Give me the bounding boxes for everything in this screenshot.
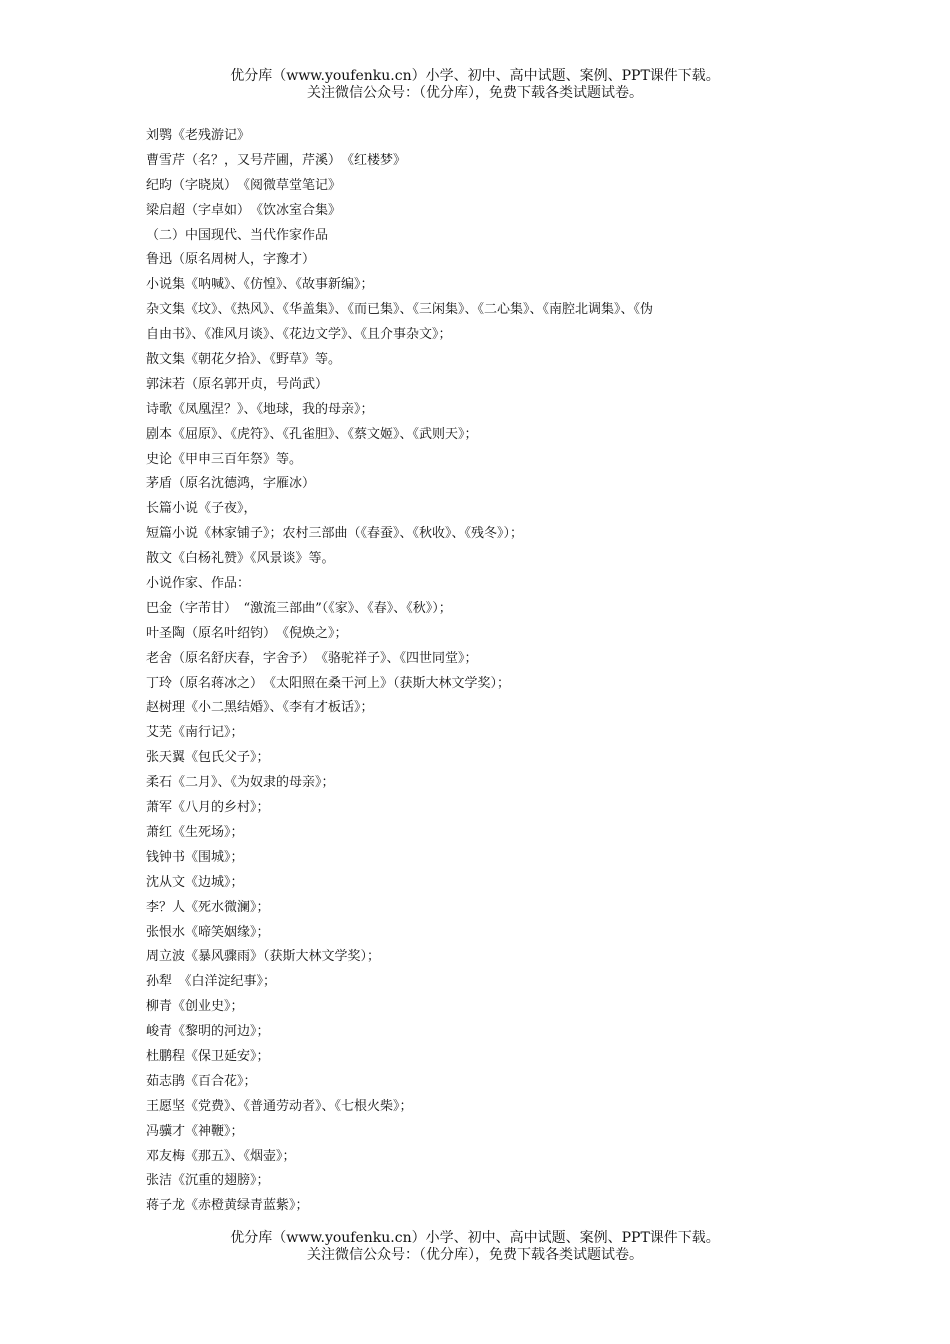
text-line: 钱钟书《围城》； bbox=[146, 849, 244, 865]
text-line: 萧红《生死场》； bbox=[146, 824, 244, 840]
header-line-2: 关注微信公众号：（优分库），免费下载各类试题试卷。 bbox=[307, 85, 643, 101]
text-line: 小说集《呐喊》、《仿惶》、《故事新编》； bbox=[146, 277, 374, 293]
text-line: 自由书》、《准风月谈》、《花边文学》、《且介事杂文》； bbox=[146, 327, 452, 343]
text-line: 刘鹗《老残游记》 bbox=[146, 128, 251, 143]
text-line: 诗歌《凤凰涅？》、《地球，我的母亲》； bbox=[146, 401, 374, 417]
text-line: 张恨水《啼笑姻缘》； bbox=[146, 924, 270, 940]
page-footer bbox=[0, 1230, 950, 1264]
text-line: 巴金（字芾甘） “激流三部曲”（《家》、《春》、《秋》）； bbox=[146, 600, 452, 616]
text-line: 杂文集《坟》、《热风》、《华盖集》、《而已集》、《三闲集》、《二心集》、《南腔北调集》、《伪 bbox=[146, 302, 654, 318]
text-line: 邓友梅《那五》、《烟壶》； bbox=[146, 1148, 296, 1164]
text-line: 周立波《暴风骤雨》（获斯大林文学奖）； bbox=[146, 949, 381, 965]
text-line: 张天翼《包氏父子》； bbox=[146, 750, 270, 766]
text-line: 短篇小说《林家铺子》；农村三部曲（《春蚕》、《秋收》、《残冬》）； bbox=[146, 526, 524, 542]
text-line: 散文集《朝花夕拾》、《野草》等。 bbox=[146, 352, 342, 368]
document-body bbox=[146, 124, 816, 1219]
footer-line-1: 优分库（www.youfenku.cn）小学、初中、高中试题、案例、PPT课件下载。 bbox=[230, 1230, 720, 1246]
text-line: 蒋子龙《赤橙黄绿青蓝紫》； bbox=[146, 1198, 309, 1214]
text-line: 梁启超（字卓如） 《饮冰室合集》 bbox=[146, 202, 342, 218]
text-line: 叶圣陶（原名叶绍钧） 《倪焕之》； bbox=[146, 625, 348, 641]
text-line: 剧本《屈原》、《虎符》、《孔雀胆》、《蔡文姬》、《武则天》； bbox=[146, 426, 478, 442]
text-line: 李？人《死水微澜》； bbox=[146, 899, 270, 915]
text-line: 散文《白杨礼赞》《风景谈》等。 bbox=[146, 551, 335, 567]
text-line: 萧军《八月的乡村》； bbox=[146, 800, 270, 816]
text-line: 冯骥才《神鞭》； bbox=[146, 1123, 244, 1139]
section-heading: 小说作家、作品： bbox=[146, 576, 251, 592]
section-heading: （二）中国现代、当代作家作品 bbox=[146, 227, 329, 243]
footer-line-2: 关注微信公众号：（优分库），免费下载各类试题试卷。 bbox=[307, 1247, 643, 1263]
text-line: 艾芜《南行记》； bbox=[146, 725, 244, 741]
text-line: 老舍（原名舒庆春，字舍予） 《骆驼祥子》、《四世同堂》； bbox=[146, 650, 478, 666]
text-line: 曹雪芹（名？，又号芹圃，芹溪） 《红楼梦》 bbox=[146, 152, 407, 168]
text-line: 柳青《创业史》； bbox=[146, 999, 244, 1015]
text-line: 长篇小说《子夜》， bbox=[146, 501, 257, 517]
text-line: 赵树理《小二黑结婚》、《李有才板话》； bbox=[146, 700, 374, 716]
text-line: 杜鹏程《保卫延安》； bbox=[146, 1048, 270, 1064]
header-line-1: 优分库（www.youfenku.cn）小学、初中、高中试题、案例、PPT课件下载。 bbox=[230, 68, 720, 84]
text-line: 鲁迅（原名周树人，字豫才） bbox=[146, 252, 316, 268]
text-line: 张洁《沉重的翅膀》； bbox=[146, 1173, 270, 1189]
text-line: 孙犁 《白洋淀纪事》； bbox=[146, 974, 277, 990]
text-line: 沈从文《边城》； bbox=[146, 874, 244, 890]
text-line: 史论《甲申三百年祭》等。 bbox=[146, 451, 303, 467]
text-line: 茹志鹃《百合花》； bbox=[146, 1073, 257, 1089]
text-line: 丁玲（原名蒋冰之） 《太阳照在桑干河上》（获斯大林文学奖）； bbox=[146, 675, 511, 691]
text-line: 茅盾（原名沈德鸿，字雁冰） bbox=[146, 476, 316, 492]
page-header bbox=[0, 68, 950, 102]
text-line: 纪昀（字晓岚） 《阅微草堂笔记》 bbox=[146, 177, 342, 193]
text-line: 峻青《黎明的河边》； bbox=[146, 1024, 270, 1040]
text-line: 王愿坚《党费》、《普通劳动者》、《七根火柴》； bbox=[146, 1098, 413, 1114]
text-line: 柔石《二月》、《为奴隶的母亲》； bbox=[146, 775, 335, 791]
text-line: 郭沫若（原名郭开贞，号尚武） bbox=[146, 376, 329, 392]
